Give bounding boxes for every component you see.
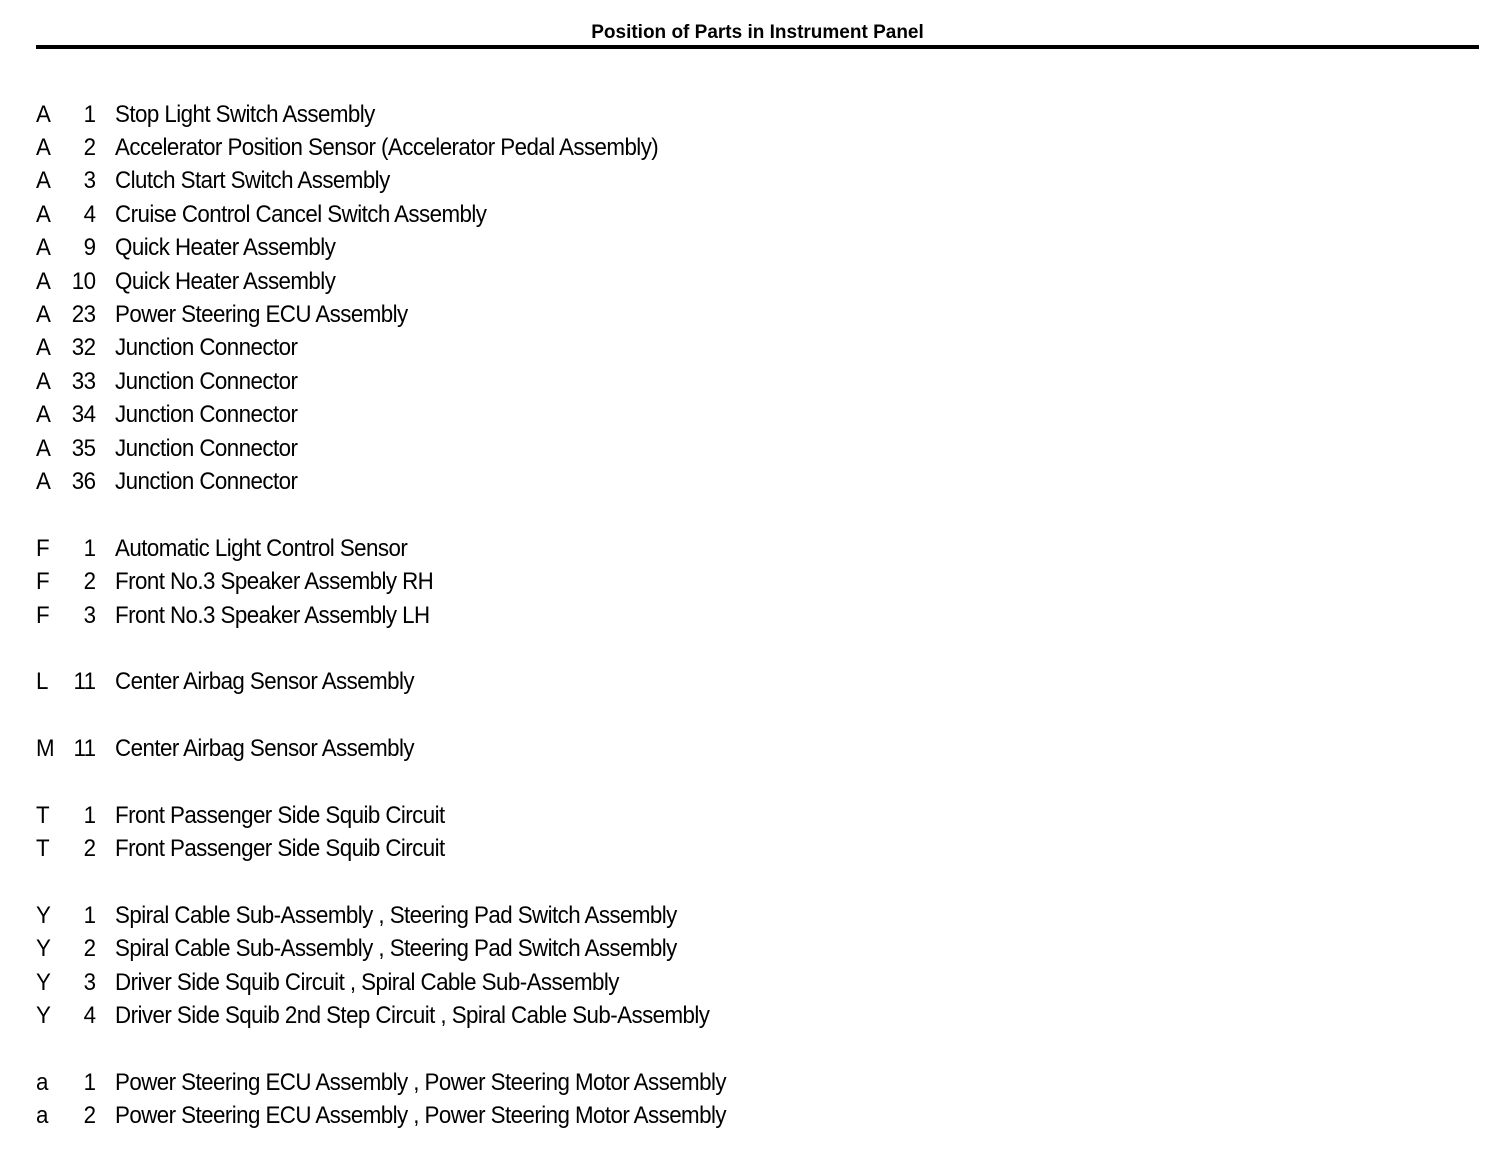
part-name: Center Airbag Sensor Assembly: [115, 735, 414, 763]
connector-number: 35: [71, 434, 96, 462]
part-entry: [36, 933, 873, 966]
connector-letter: F: [36, 601, 50, 629]
connector-letter: L: [36, 668, 48, 696]
part-name: Junction Connector: [115, 401, 298, 429]
part-entry: [36, 799, 873, 832]
part-name: Accelerator Position Sensor (Accelerator Pedal Assembly): [115, 134, 659, 162]
connector-number: 3: [83, 968, 96, 996]
part-name: Power Steering ECU Assembly: [115, 301, 408, 329]
connector-number: 1: [83, 534, 96, 562]
connector-number: 32: [71, 334, 96, 362]
part-entry: [36, 1100, 873, 1133]
connector-letter: A: [36, 134, 51, 162]
connector-number: 1: [83, 1069, 96, 1097]
part-entry: [36, 532, 873, 565]
connector-number: 33: [71, 367, 96, 395]
part-name: Automatic Light Control Sensor: [115, 534, 408, 562]
connector-number: 11: [73, 735, 96, 763]
connector-number: 1: [83, 902, 96, 930]
part-name: Stop Light Switch Assembly: [115, 100, 375, 128]
connector-number: 1: [83, 801, 96, 829]
part-entry: [36, 899, 873, 932]
connector-number: 4: [83, 200, 96, 228]
part-entry: [36, 265, 873, 298]
part-entry: [36, 565, 873, 598]
connector-number: 36: [71, 467, 96, 495]
part-name: Cruise Control Cancel Switch Assembly: [115, 200, 487, 228]
connector-letter: A: [36, 100, 51, 128]
group-spacer: [36, 499, 936, 532]
part-name: Spiral Cable Sub-Assembly , Steering Pad Switch Assembly: [115, 902, 677, 930]
connector-number: 2: [83, 568, 96, 596]
connector-letter: A: [36, 200, 51, 228]
part-entry: [36, 198, 873, 231]
part-entry: [36, 399, 873, 432]
connector-letter: F: [36, 534, 50, 562]
part-entry: [36, 1000, 873, 1033]
connector-number: 2: [83, 1102, 96, 1130]
part-entry: [36, 98, 873, 131]
connector-letter: A: [36, 467, 51, 495]
group-spacer: [36, 699, 936, 732]
connector-number: 2: [83, 935, 96, 963]
part-name: Front No.3 Speaker Assembly RH: [115, 568, 434, 596]
connector-letter: a: [36, 1102, 48, 1130]
page-title: Position of Parts in Instrument Panel: [591, 22, 924, 43]
part-entry: [36, 298, 873, 331]
connector-letter: Y: [36, 902, 51, 930]
part-name: Front Passenger Side Squib Circuit: [115, 801, 445, 829]
part-entry: [36, 232, 873, 265]
connector-letter: Y: [36, 968, 51, 996]
connector-letter: Y: [36, 935, 51, 963]
part-entry: [36, 365, 873, 398]
part-name: Driver Side Squib Circuit , Spiral Cable Sub-Assembly: [115, 968, 619, 996]
connector-number: 1: [83, 100, 96, 128]
connector-number: 34: [71, 401, 96, 429]
connector-letter: A: [36, 267, 51, 295]
part-entry: [36, 432, 873, 465]
part-entry: [36, 1066, 873, 1099]
connector-letter: T: [36, 835, 50, 863]
group-spacer: [36, 766, 936, 799]
connector-letter: A: [36, 301, 51, 329]
part-name: Junction Connector: [115, 467, 298, 495]
group-spacer: [36, 632, 936, 665]
connector-letter: A: [36, 334, 51, 362]
part-name: Power Steering ECU Assembly , Power Steering Motor Assembly: [115, 1102, 726, 1130]
connector-letter: A: [36, 367, 51, 395]
connector-letter: A: [36, 234, 51, 262]
connector-letter: A: [36, 167, 51, 195]
connector-letter: Y: [36, 1002, 51, 1030]
part-entry: [36, 131, 873, 164]
group-spacer: [36, 866, 936, 899]
connector-letter: A: [36, 434, 51, 462]
connector-number: 2: [83, 134, 96, 162]
part-name: Junction Connector: [115, 334, 298, 362]
part-entry: [36, 465, 873, 498]
part-name: Quick Heater Assembly: [115, 267, 336, 295]
part-name: Quick Heater Assembly: [115, 234, 336, 262]
part-name: Driver Side Squib 2nd Step Circuit , Spiral Cable Sub-Assembly: [115, 1002, 710, 1030]
connector-number: 10: [71, 267, 96, 295]
part-entry: [36, 165, 873, 198]
group-spacer: [36, 1033, 936, 1066]
connector-number: 9: [83, 234, 96, 262]
part-entry: [36, 666, 873, 699]
title-rule: [36, 45, 1479, 49]
connector-number: 3: [83, 167, 96, 195]
part-entry: [36, 966, 873, 999]
connector-number: 3: [83, 601, 96, 629]
part-entry: [36, 833, 873, 866]
part-name: Front Passenger Side Squib Circuit: [115, 835, 445, 863]
part-entry: [36, 599, 873, 632]
connector-letter: A: [36, 401, 51, 429]
part-name: Front No.3 Speaker Assembly LH: [115, 601, 430, 629]
connector-letter: M: [36, 735, 55, 763]
connector-number: 11: [73, 668, 96, 696]
part-entry: [36, 332, 873, 365]
part-name: Power Steering ECU Assembly , Power Steering Motor Assembly: [115, 1069, 726, 1097]
part-name: Junction Connector: [115, 434, 298, 462]
connector-number: 4: [83, 1002, 96, 1030]
part-name: Clutch Start Switch Assembly: [115, 167, 390, 195]
connector-number: 2: [83, 835, 96, 863]
connector-letter: a: [36, 1069, 48, 1097]
part-name: Center Airbag Sensor Assembly: [115, 668, 414, 696]
connector-letter: F: [36, 568, 50, 596]
connector-number: 23: [71, 301, 96, 329]
part-name: Spiral Cable Sub-Assembly , Steering Pad Switch Assembly: [115, 935, 677, 963]
part-entry: [36, 732, 873, 765]
part-name: Junction Connector: [115, 367, 298, 395]
parts-list: [36, 98, 936, 1133]
connector-letter: T: [36, 801, 50, 829]
